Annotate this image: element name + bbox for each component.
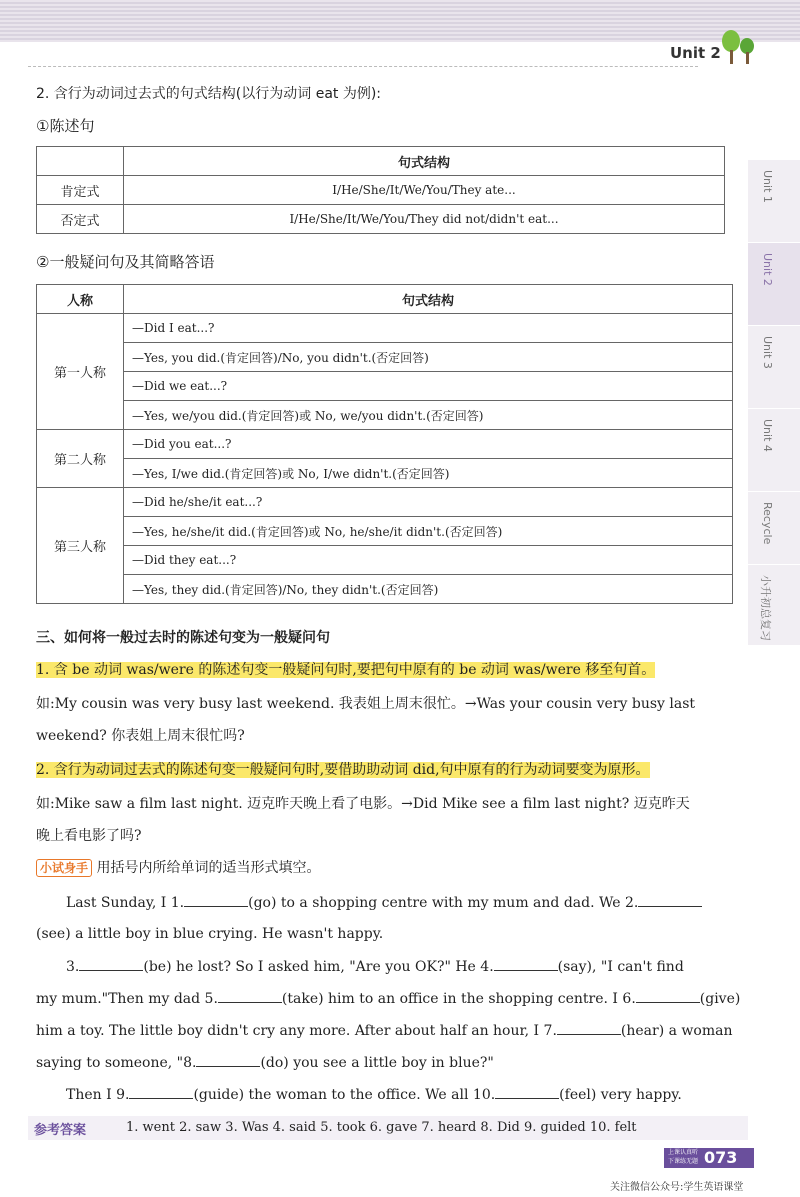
negative-label: 否定式 [37,205,124,234]
exercise-line-4: my mum."Then my dad 5. (take) him to an office in the shopping centre. I 6. (give) [36,988,740,1009]
top-banner [0,0,800,42]
blank-8[interactable] [196,1052,260,1067]
rule2-text: 2. 含行为动词过去式的陈述句变一般疑问句时,要借助助动词 did,句中原有的行为动词要变为原形。 [36,762,650,778]
footer-text: 关注微信公众号:学生英语课堂 [610,1182,744,1193]
unit-label: Unit 2 [670,44,721,62]
statement-table [36,146,725,234]
side-tab-unit2[interactable]: Unit 2 [748,243,800,326]
blank-5[interactable] [218,988,282,1003]
exercise-line-2: (see) a little boy in blue crying. He wasn't happy. [36,926,384,942]
exercise-heading [36,858,320,878]
exercise-tag: 小试身手 [36,859,92,877]
slogan-1: 上课认真听 [668,1149,699,1156]
rule2 [36,760,650,780]
blank-9[interactable] [129,1084,193,1099]
rule1 [36,660,655,680]
table-row: —Did they eat...? [124,546,733,575]
side-tab-recycle[interactable]: Recycle [748,492,800,565]
answer-text: 1. went 2. saw 3. Was 4. said 5. took 6. gave 7. heard 8. Did 9. guided 10. felt [126,1120,637,1135]
table-row: —Yes, we/you did.(肯定回答)或 No, we/you didn't.(否定回答) [124,401,733,430]
exercise-line-5: him a toy. The little boy didn't cry any more. After about half an hour, I 7. (hear) a woman [36,1020,732,1041]
slogan-2: 下课练无题 [668,1158,699,1165]
side-tab-unit1[interactable]: Unit 1 [748,160,800,243]
blank-10[interactable] [495,1084,559,1099]
rule1-text: 1. 含 be 动词 was/were 的陈述句变一般疑问句时,要把句中原有的 be 动词 was/were 移至句首。 [36,662,656,678]
answer-tag: 参考答案 [34,1123,87,1138]
affirmative-label: 肯定式 [37,176,124,205]
example1-line2: weekend? 你表姐上周末很忙吗? [36,728,245,744]
example1-line1: 如:My cousin was very busy last weekend. 我表姐上周末很忙。→Was your cousin very busy last [36,696,696,712]
page-badge [664,1148,754,1168]
blank-1[interactable] [184,892,248,907]
first-person-label: 第一人称 [37,314,124,430]
negative-pattern: I/He/She/It/We/You/They did not/didn't eat... [124,205,725,234]
exercise-line-6: saying to someone, "8. (do) you see a little boy in blue?" [36,1052,494,1073]
side-tab-review[interactable]: 小升初总复习 [748,565,800,646]
side-tab-unit3[interactable]: Unit 3 [748,326,800,409]
exercise-line-7: Then I 9. (guide) the woman to the office. We all 10. (feel) very happy. [66,1084,682,1105]
table-row: —Did I eat...? [124,314,733,343]
second-person-label: 第二人称 [37,430,124,488]
example2-line1: 如:Mike saw a film last night. 迈克昨天晚上看了电影。→Did Mike see a film last night? 迈克昨天 [36,796,690,812]
exercise-line-3: 3. (be) he lost? So I asked him, "Are you OK?" He 4. (say), "I can't find [66,956,684,977]
table-row: —Yes, he/she/it did.(肯定回答)或 No, he/she/it didn't.(否定回答) [124,517,733,546]
header-rule [28,66,698,67]
third-person-label: 第三人称 [37,488,124,604]
blank-4[interactable] [494,956,558,971]
table2-header-person: 人称 [37,285,124,314]
exercise-line-1: Last Sunday, I 1. (go) to a shopping centre with my mum and dad. We 2. [66,892,702,913]
section3-title: 三、如何将一般过去时的陈述句变为一般疑问句 [36,630,330,646]
blank-7[interactable] [557,1020,621,1035]
table-row: —Did you eat...? [124,430,733,459]
example2-line2: 晚上看电影了吗? [36,828,142,844]
question-table [36,284,733,604]
table-row: —Did we eat...? [124,372,733,401]
table-row: —Did he/she/it eat...? [124,488,733,517]
table-row: —Yes, they did.(肯定回答)/No, they didn't.(否定回答) [124,575,733,604]
section2-sub2: ②一般疑问句及其简略答语 [36,253,215,271]
table-row: —Yes, I/we did.(肯定回答)或 No, I/we didn't.(否定回答) [124,459,733,488]
blank-3[interactable] [79,956,143,971]
blank-2[interactable] [638,892,702,907]
exercise-instruction: 用括号内所给单词的适当形式填空。 [96,860,321,876]
section2-sub1: ①陈述句 [36,117,95,135]
table2-header-pattern: 句式结构 [124,285,733,314]
table1-header: 句式结构 [124,147,725,176]
side-tab-unit4[interactable]: Unit 4 [748,409,800,492]
affirmative-pattern: I/He/She/It/We/You/They ate... [124,176,725,205]
blank-6[interactable] [636,988,700,1003]
page-number: 073 [704,1148,738,1167]
table-row: —Yes, you did.(肯定回答)/No, you didn't.(否定回答) [124,343,733,372]
section2-title: 2. 含行为动词过去式的句式结构(以行为动词 eat 为例): [36,86,382,102]
